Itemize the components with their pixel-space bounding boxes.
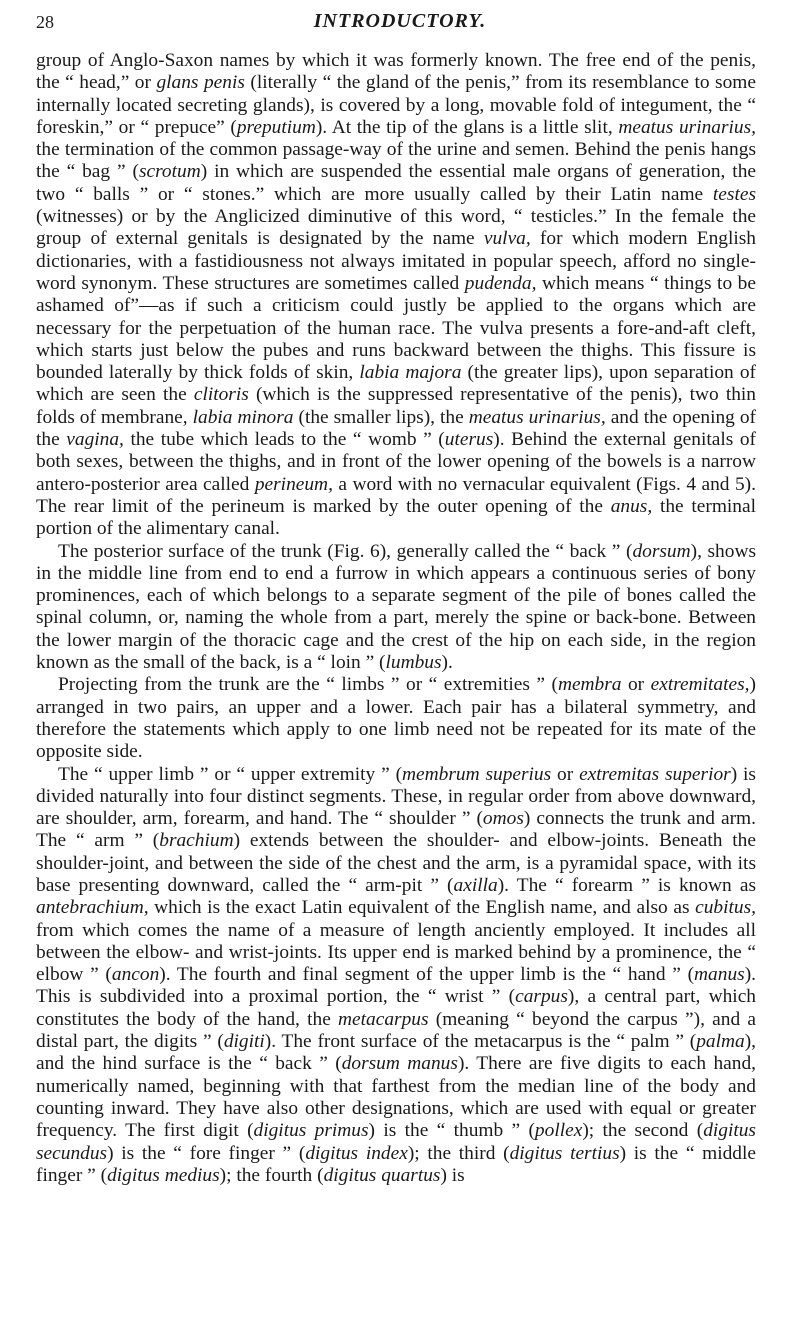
latin-term: meatus urinarius, (618, 116, 756, 138)
text-run: ) is (440, 1164, 465, 1186)
latin-term: pollex (534, 1120, 583, 1142)
page-header (36, 10, 764, 38)
text-run: Projecting from the trunk are the “ limbs ” or “ extremities ” ( (58, 674, 558, 696)
text-run: ); the fourth ( (219, 1164, 324, 1186)
latin-term: digitus quartus (323, 1164, 441, 1186)
latin-term: ancon (111, 964, 160, 986)
latin-term: manus (694, 964, 745, 986)
text-run: ). (441, 652, 453, 674)
text-run: ); the second ( (582, 1120, 704, 1142)
latin-term: extremitas superior (579, 763, 731, 785)
paragraph-3 (36, 674, 756, 763)
latin-term: anus, (610, 495, 653, 517)
latin-term: membra (557, 674, 622, 696)
text-run: ). At the tip of the glans is a little slit, (315, 116, 619, 138)
text-run: The “ upper limb ” or “ upper extremity ” ( (58, 763, 403, 785)
running-head: INTRODUCTORY. (313, 10, 487, 32)
latin-term: vulva, (483, 228, 531, 250)
latin-term: scrotum (138, 161, 201, 183)
text-run: ) connects the trunk and arm. The “ arm ” ( (36, 808, 756, 852)
text-run: and the opening of the (36, 406, 757, 451)
paragraph-1 (36, 50, 756, 541)
text-run: ). This is subdivided into a proximal portion, the “ wrist ” ( (36, 964, 756, 1008)
text-run: ). Behind the external genitals of both sexes, between the thighs, and in front of the lower opening of the bowels is a narrow antero-posterior area called (36, 429, 757, 495)
latin-term: dorsum (632, 540, 691, 562)
latin-term: perineum, (254, 473, 333, 495)
latin-term: antebrachium, (36, 897, 149, 919)
text-run: ), shows in the middle line from end to end a furrow in which appears a continuous series of bony prominences, each of which belongs to a separate segment of the pile of bones called the spinal column, or, naming the whole from a part, merely the spine or back-bone. Between the lower margin of the thoracic cage and the crest of the hip on each side, in the region known as the small of the back, is a “ loin ” ( (36, 540, 756, 674)
latin-term: pudenda, (464, 272, 537, 294)
text-run: ) extends between the shoulder- and elbow-joints. Beneath the shoulder-joint, and between the side of the chest and the arm, is a pyramidal space, with its base presenting downward, called the “ arm-pit ” ( (36, 830, 756, 896)
latin-term: digitus medius (107, 1164, 220, 1186)
text-run: from which comes the name of a measure of length anciently employed. It includes all between the elbow- and wrist-joints. Its upper end is marked behind by a prominence, the “ elbow ” ( (36, 919, 756, 986)
body-text (36, 50, 756, 1187)
text-run: ) is the “ thumb ” ( (368, 1120, 535, 1142)
latin-term: digitus secundus (36, 1120, 756, 1164)
latin-term: carpus (515, 986, 568, 1008)
latin-term: preputium (236, 116, 316, 138)
text-run: (the greater lips), upon separation of which are seen the (36, 362, 756, 406)
latin-term: testes (712, 183, 756, 205)
latin-term: cubitus, (695, 897, 756, 919)
text-run: (witnesses) or by the Anglicized diminutive of this word, “ testicles.” In the female the group of external genitals is designated by the name (36, 206, 756, 250)
latin-term: digiti (223, 1031, 265, 1053)
text-run: which is the exact Latin equivalent of the English name, and also as (148, 897, 696, 919)
text-run: (the smaller lips), the (293, 406, 469, 428)
text-run: ), a central part, which constitutes the body of the hand, the (36, 986, 756, 1030)
text-run: group of Anglo-Saxon names by which it was formerly known. The free end of the penis, the “ head,” or (36, 50, 756, 94)
text-run: ) is the “ middle finger ” ( (36, 1142, 756, 1186)
text-run: ) arranged in two pairs, an upper and a lower. Each pair has a bilateral symmetry, and therefore the statements which apply to one limb need not be repeated for its mate of the opposite side. (36, 674, 756, 763)
text-run: a word with no vernacular equivalent (Figs. 4 and 5). The rear limit of the perineum is marked by the outer opening of the (36, 473, 756, 517)
latin-term: omos (482, 808, 524, 830)
text-run: the termination of the common passage-way of the urine and semen. Behind the penis hangs the “ bag ” ( (36, 139, 756, 183)
latin-term: dorsum manus (341, 1053, 458, 1075)
text-run: ). The front surface of the metacarpus is the “ palm ” ( (264, 1031, 697, 1053)
paragraph-2 (36, 541, 756, 675)
page-number: 28 (36, 12, 54, 32)
latin-term: vagina, (66, 429, 124, 451)
text-run: or (551, 763, 580, 785)
text-run: (literally “ the gland of the penis,” from its resemblance to some internally located secreting glands), is covered by a long, movable fold of integument, the “ foreskin,” or “ prepuce” ( (36, 72, 756, 138)
text-run: ) in which are suspended the essential male organs of generation, the two “ balls ” or “ stones.” which are more usually called by their Latin name (36, 161, 756, 205)
latin-term: metacarpus (338, 1008, 429, 1030)
latin-term: labia majora (359, 362, 462, 384)
text-run: ), and the hind surface is the “ back ” ( (36, 1031, 756, 1075)
text-run: (which is the suppressed representative of the penis), two thin folds of membrane, (36, 384, 757, 428)
latin-term: clitoris (193, 384, 249, 406)
text-run: ). The fourth and final segment of the upper limb is the “ hand ” ( (159, 964, 695, 986)
paragraph-4 (36, 764, 756, 1188)
text-run: or (621, 674, 651, 696)
latin-term: digitus index (305, 1142, 408, 1164)
text-run: the tube which leads to the “ womb ” ( (123, 429, 445, 451)
latin-term: brachium (159, 830, 234, 852)
text-run: ). The “ forearm ” is known as (497, 874, 756, 896)
latin-term: digitus primus (253, 1120, 369, 1142)
text-run: ); the third ( (407, 1142, 510, 1164)
latin-term: uterus (444, 429, 494, 451)
text-run: the terminal portion of the alimentary canal. (36, 495, 756, 540)
latin-term: labia minora (192, 406, 294, 428)
latin-term: membrum superius (402, 763, 552, 785)
text-run: ). There are five digits to each hand, numerically named, beginning with that farthest from the median line of the body and counting inward. They have also other designations, which are used with equal or greater frequency. The first digit ( (36, 1053, 757, 1142)
text-run: The posterior surface of the trunk (Fig. 6), generally called the “ back ” ( (58, 540, 633, 562)
latin-term: meatus urinarius, (468, 406, 606, 428)
text-run: for which modern English dictionaries, with a fastidiousness not always imitated in popular speech, afford no single-word synonym. These structures are sometimes called (36, 228, 756, 294)
latin-term: extremitates, (650, 674, 750, 696)
latin-term: axilla (453, 874, 498, 896)
text-run: ) is divided naturally into four distinct segments. These, in regular order from above downward, are shoulder, arm, forearm, and hand. The “ shoulder ” ( (36, 763, 756, 830)
latin-term: palma (696, 1031, 745, 1053)
latin-term: glans penis (156, 72, 245, 94)
text-run: ) is the “ fore finger ” ( (107, 1142, 306, 1164)
text-run: (meaning “ beyond the carpus ”), and a distal part, the digits ” ( (36, 1008, 756, 1053)
latin-term: lumbus (385, 652, 442, 674)
text-run: which means “ things to be ashamed of”—as if such a criticism could justly be applied to the organs which are necessary for the perpetuation of the human race. The vulva presents a fore-and-aft cleft, which starts just below the pubes and runs backward between the thighs. This fissure is bounded laterally by thick folds of skin, (36, 272, 756, 384)
latin-term: digitus tertius (509, 1142, 620, 1164)
